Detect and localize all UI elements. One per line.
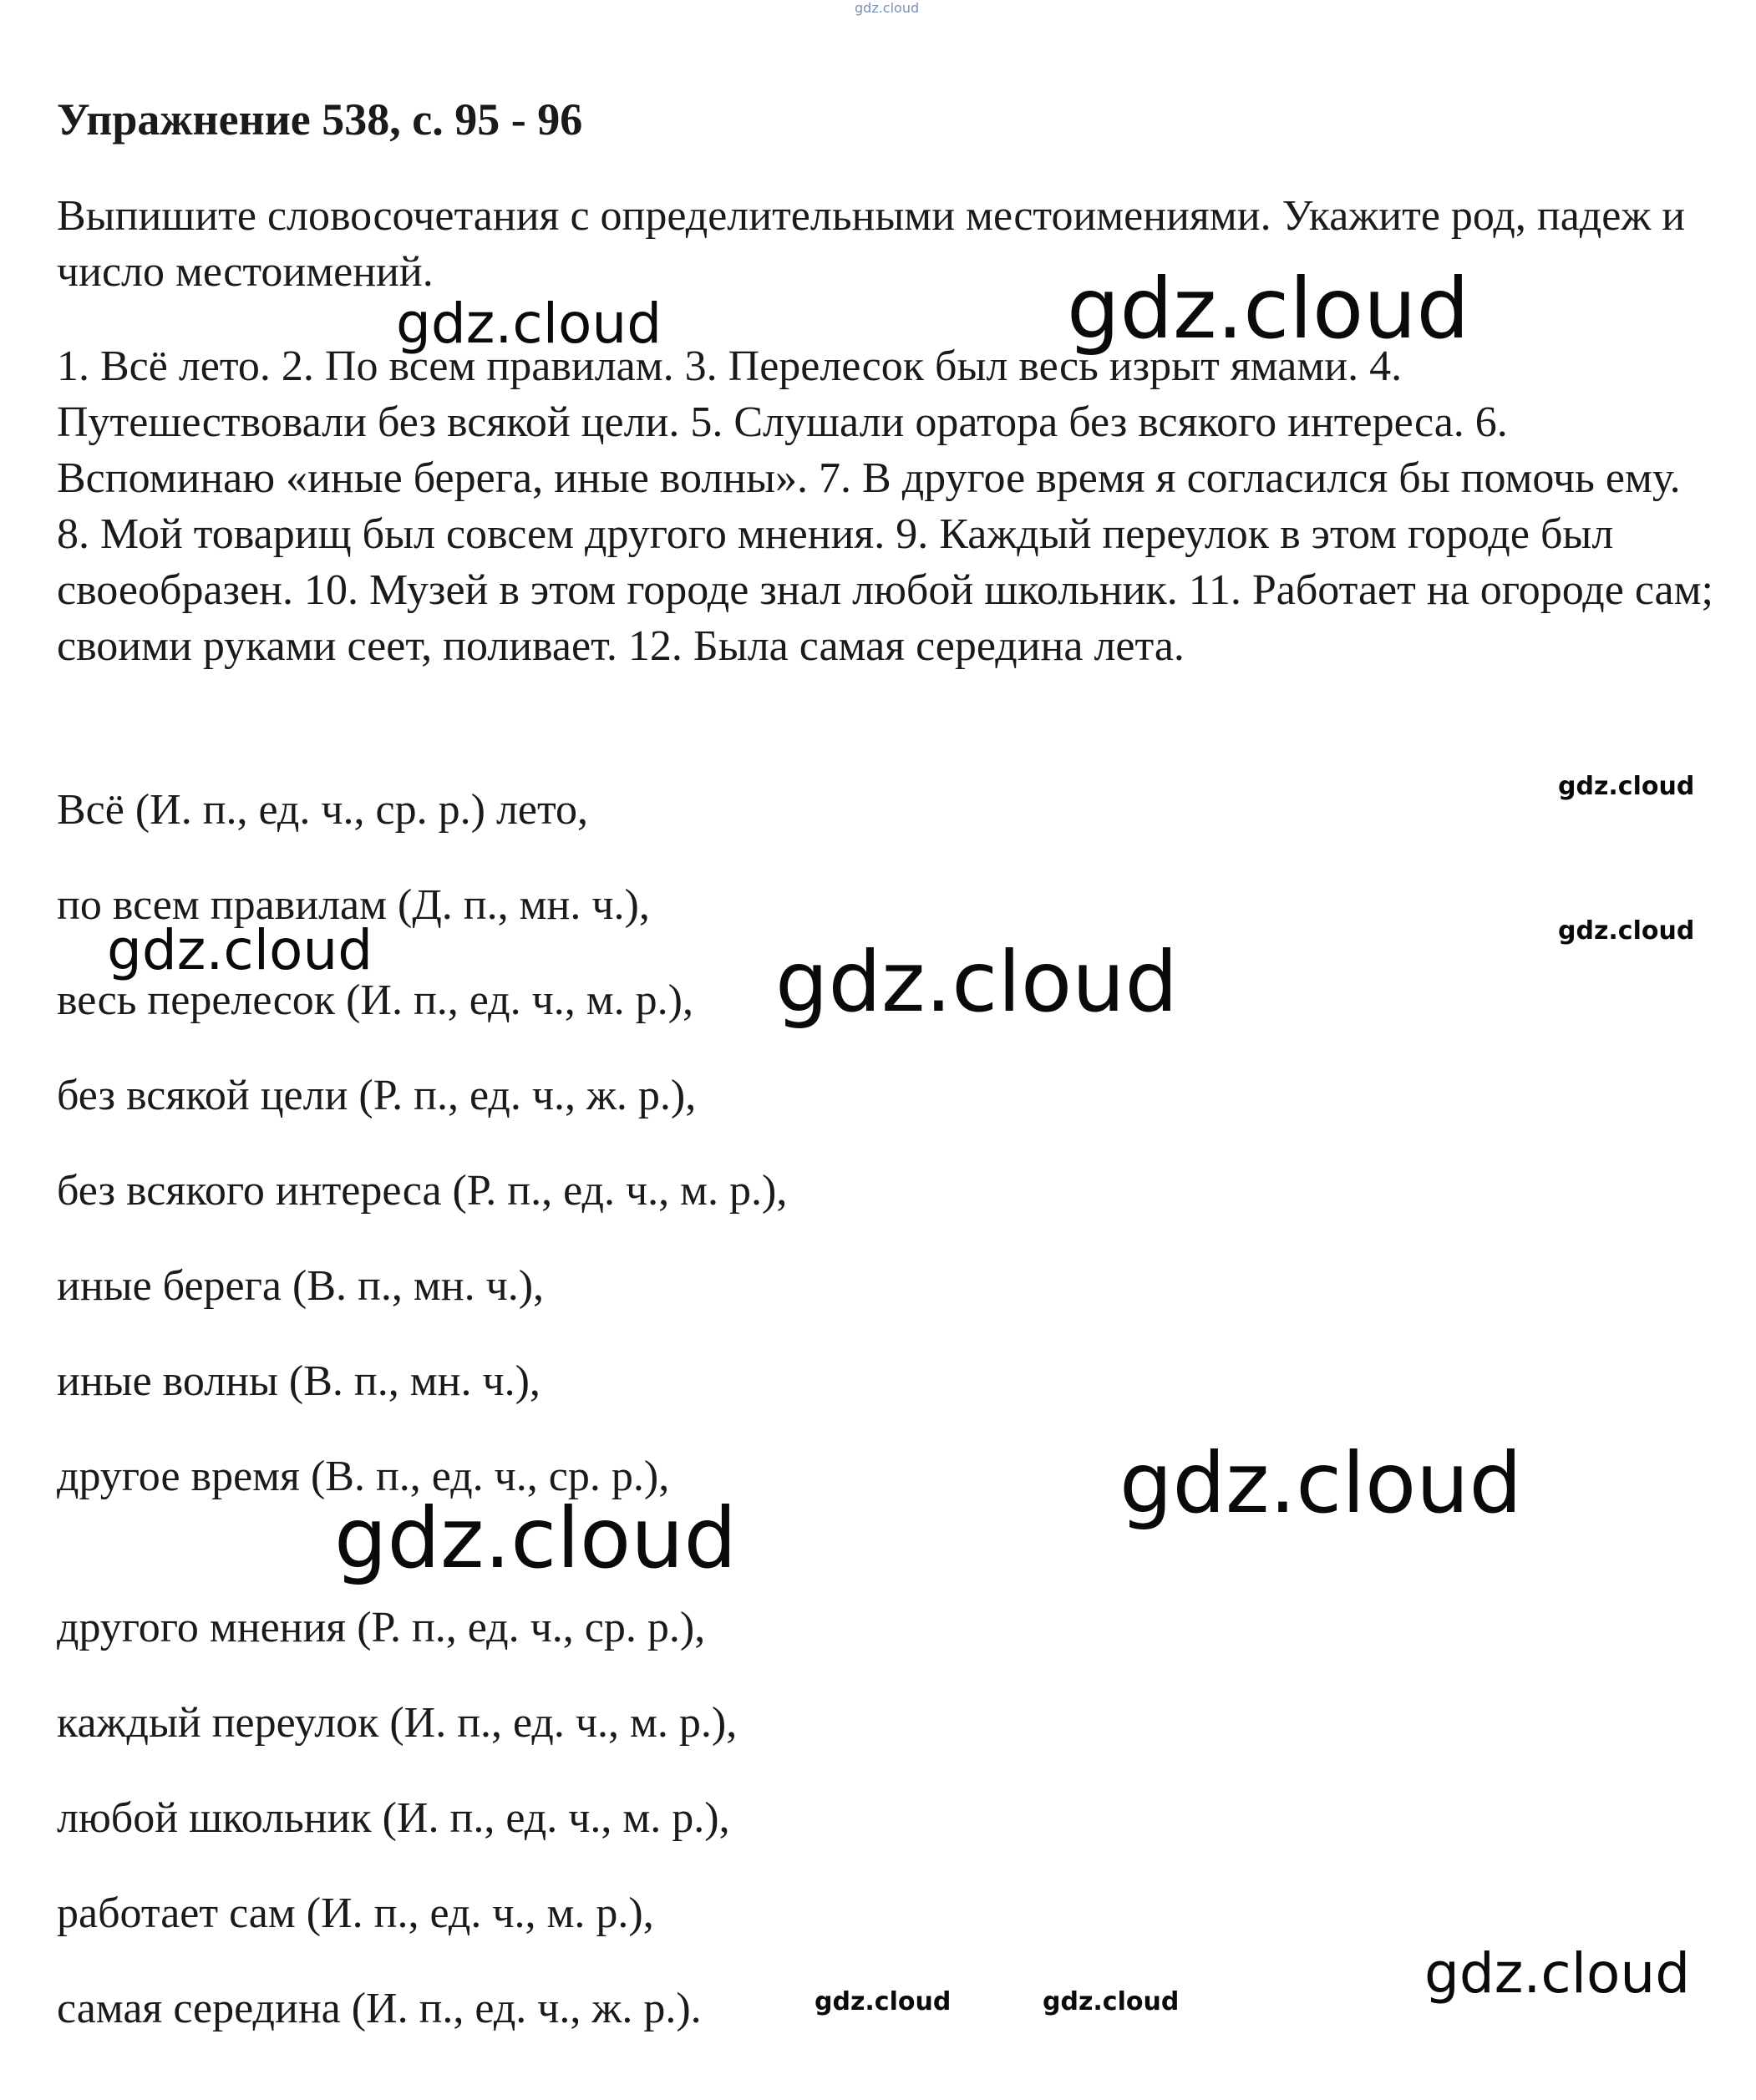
watermark: gdz.cloud bbox=[1558, 916, 1695, 946]
task-instructions: Выпишите словосочетания с определительными местоимениями. Укажите род, падеж и число местоимений. bbox=[57, 192, 1686, 296]
watermark: gdz.cloud bbox=[775, 933, 1179, 1031]
answer-line: любой школьник (И. п., ед. ч., м. р.), bbox=[57, 1794, 730, 1842]
header-watermark: gdz.cloud bbox=[855, 0, 920, 16]
watermark: gdz.cloud bbox=[334, 1489, 738, 1587]
answer-line: другое время (В. п., ед. ч., ср. р.), bbox=[57, 1453, 670, 1500]
watermark: gdz.cloud bbox=[1043, 1987, 1180, 2016]
answer-line: по всем правилам (Д. п., мн. ч.), bbox=[57, 881, 650, 929]
answer-line: весь перелесок (И. п., ед. ч., м. р.), bbox=[57, 976, 693, 1024]
answer-line: Всё (И. п., ед. ч., ср. р.) лето, bbox=[57, 786, 589, 834]
answer-line: работает сам (И. п., ед. ч., м. р.), bbox=[57, 1889, 654, 1937]
watermark: gdz.cloud bbox=[1558, 772, 1695, 801]
answer-line: иные волны (В. п., мн. ч.), bbox=[57, 1357, 541, 1405]
watermark: gdz.cloud bbox=[1119, 1434, 1523, 1532]
watermark: gdz.cloud bbox=[815, 1987, 952, 2016]
exercise-text: 1. Всё лето. 2. По всем правилам. 3. Перелесок был весь изрыт ямами. 4. Путешествовали без всякой цели. 5. Слушали оратора без всякого интереса. 6. Вспоминаю «иные берега, иные волны». 7. В другое время я согласился бы помочь ему. 8. Мой товарищ был совсем другого мнения. 9. Каждый переулок в этом городе был своеобразен. 10. Музей в этом городе знал любой школьник. 11. Работает на огороде сам; своими руками сеет, поливает. 12. Была самая середина лета. bbox=[57, 342, 1713, 670]
watermark: gdz.cloud bbox=[1067, 260, 1470, 358]
answer-line: другого мнения (Р. п., ед. ч., ср. р.), bbox=[57, 1604, 706, 1651]
answer-line: без всякой цели (Р. п., ед. ч., ж. р.), bbox=[57, 1072, 697, 1119]
answer-line: самая середина (И. п., ед. ч., ж. р.). bbox=[57, 1985, 702, 2032]
watermark: gdz.cloud bbox=[107, 918, 373, 982]
answer-line: иные берега (В. п., мн. ч.), bbox=[57, 1262, 545, 1310]
answer-line: каждый переулок (И. п., ед. ч., м. р.), bbox=[57, 1699, 738, 1747]
answer-line: без всякого интереса (Р. п., ед. ч., м. р.), bbox=[57, 1167, 788, 1215]
exercise-title: Упражнение 538, с. 95 - 96 bbox=[57, 94, 583, 145]
watermark: gdz.cloud bbox=[396, 292, 662, 356]
watermark: gdz.cloud bbox=[1424, 1941, 1691, 2006]
